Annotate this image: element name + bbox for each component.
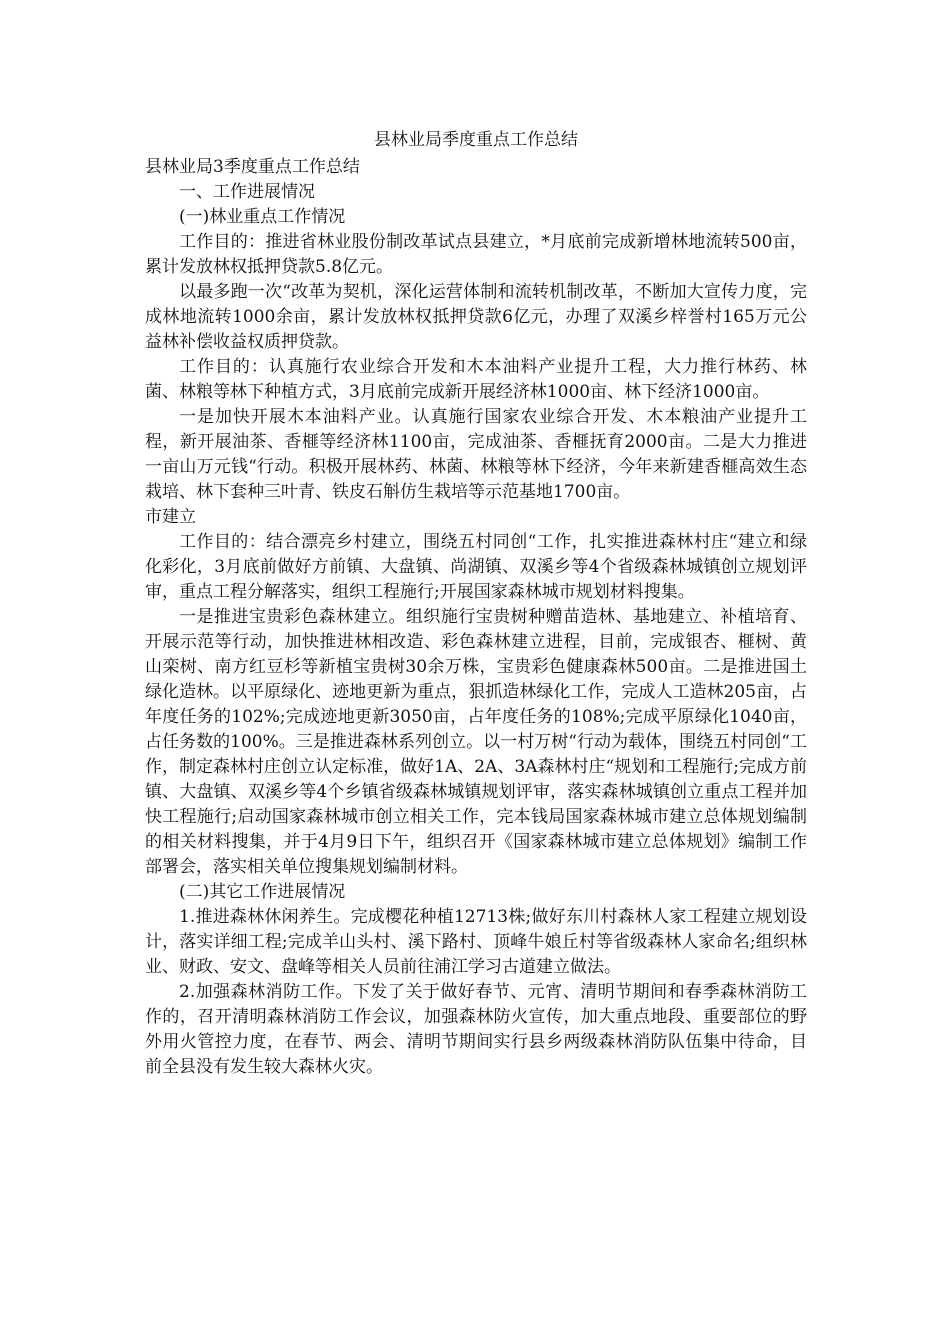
paragraph: 2.加强森林消防工作。下发了关于做好春节、元宵、清明节期间和春季森林消防工作的，召开清明森林消防工作会议，加强森林防火宣传，加大重点地段、重要部位的野外用火管控力度，在春节、两会、清明节期间实行县乡两级森林消防队伍集中待命，目前全县没有发生较大森林火灾。: [145, 982, 807, 1077]
paragraph: 县林业局3季度重点工作总结: [145, 157, 360, 177]
document-page: [145, 128, 807, 1080]
paragraph: 以最多跑一次“改革为契机，深化运营体制和流转机制改革，不断加大宣传力度，完成林地流转1000余亩，累计发放林权抵押贷款6亿元，办理了双溪乡梓誉村165万元公益林补偿收益权质押贷款。: [145, 282, 807, 352]
document-title: 县林业局季度重点工作总结: [374, 130, 578, 150]
paragraph: 一是推进宝贵彩色森林建立。组织施行宝贵树种赠苗造林、基地建立、补植培育、开展示范等行动，加快推进林相改造、彩色森林建立进程，目前，完成银杏、榧树、黄山栾树、南方红豆杉等新植宝贵树30余万株，宝贵彩色健康森林500亩。二是推进国土绿化造林。以平原绿化、迹地更新为重点，狠抓造林绿化工作，完成人工造林205亩，占年度任务的102%;完成迹地更新3050亩，占年度任务的108%;完成平原绿化1040亩，占任务数的100%。三是推进森林系列创立。以一村万树“行动为载体，围绕五村同创“工作，制定森林村庄创立认定标准，做好1A、2A、3A森林村庄“规划和工程施行;完成方前镇、大盘镇、双溪乡等4个乡镇省级森林城镇规划评审，落实森林城镇创立重点工程并加快工程施行;启动国家森林城市创立相关工作，完本钱局国家森林城市建立总体规划编制的相关材料搜集，并于4月9日下午，组织召开《国家森林城市建立总体规划》编制工作部署会，落实相关单位搜集规划编制材料。: [145, 607, 807, 877]
document-body: [145, 155, 807, 1080]
paragraph: 市建立: [145, 507, 196, 527]
paragraph: (二)其它工作进展情况: [179, 882, 346, 902]
paragraph: 工作目的：认真施行农业综合开发和木本油料产业提升工程，大力推行林药、林菌、林粮等林下种植方式，3月底前完成新开展经济林1000亩、林下经济1000亩。: [145, 357, 807, 402]
paragraph: 1.推进森林休闲养生。完成樱花种植12713株;做好东川村森林人家工程建立规划设计，落实详细工程;完成羊山头村、溪下路村、顶峰牛娘丘村等省级森林人家命名;组织林业、财政、安文、盘峰等相关人员前往浦江学习古道建立做法。: [145, 907, 807, 977]
paragraph: 一是加快开展木本油料产业。认真施行国家农业综合开发、木本粮油产业提升工程，新开展油茶、香榧等经济林1100亩，完成油茶、香榧抚育2000亩。二是大力推进一亩山万元钱“行动。积极开展林药、林菌、林粮等林下经济，今年来新建香榧高效生态栽培、林下套种三叶青、铁皮石斛仿生栽培等示范基地1700亩。: [145, 407, 807, 502]
paragraph: 工作目的：结合漂亮乡村建立，围绕五村同创“工作，扎实推进森林村庄“建立和绿化彩化，3月底前做好方前镇、大盘镇、尚湖镇、双溪乡等4个省级森林城镇创立规划评审，重点工程分解落实，组织工程施行;开展国家森林城市规划材料搜集。: [145, 532, 807, 602]
paragraph: 一、工作进展情况: [179, 182, 315, 202]
paragraph: 工作目的：推进省林业股份制改革试点县建立，*月底前完成新增林地流转500亩，累计发放林权抵押贷款5.8亿元。: [145, 232, 807, 277]
paragraph: (一)林业重点工作情况: [179, 207, 346, 227]
